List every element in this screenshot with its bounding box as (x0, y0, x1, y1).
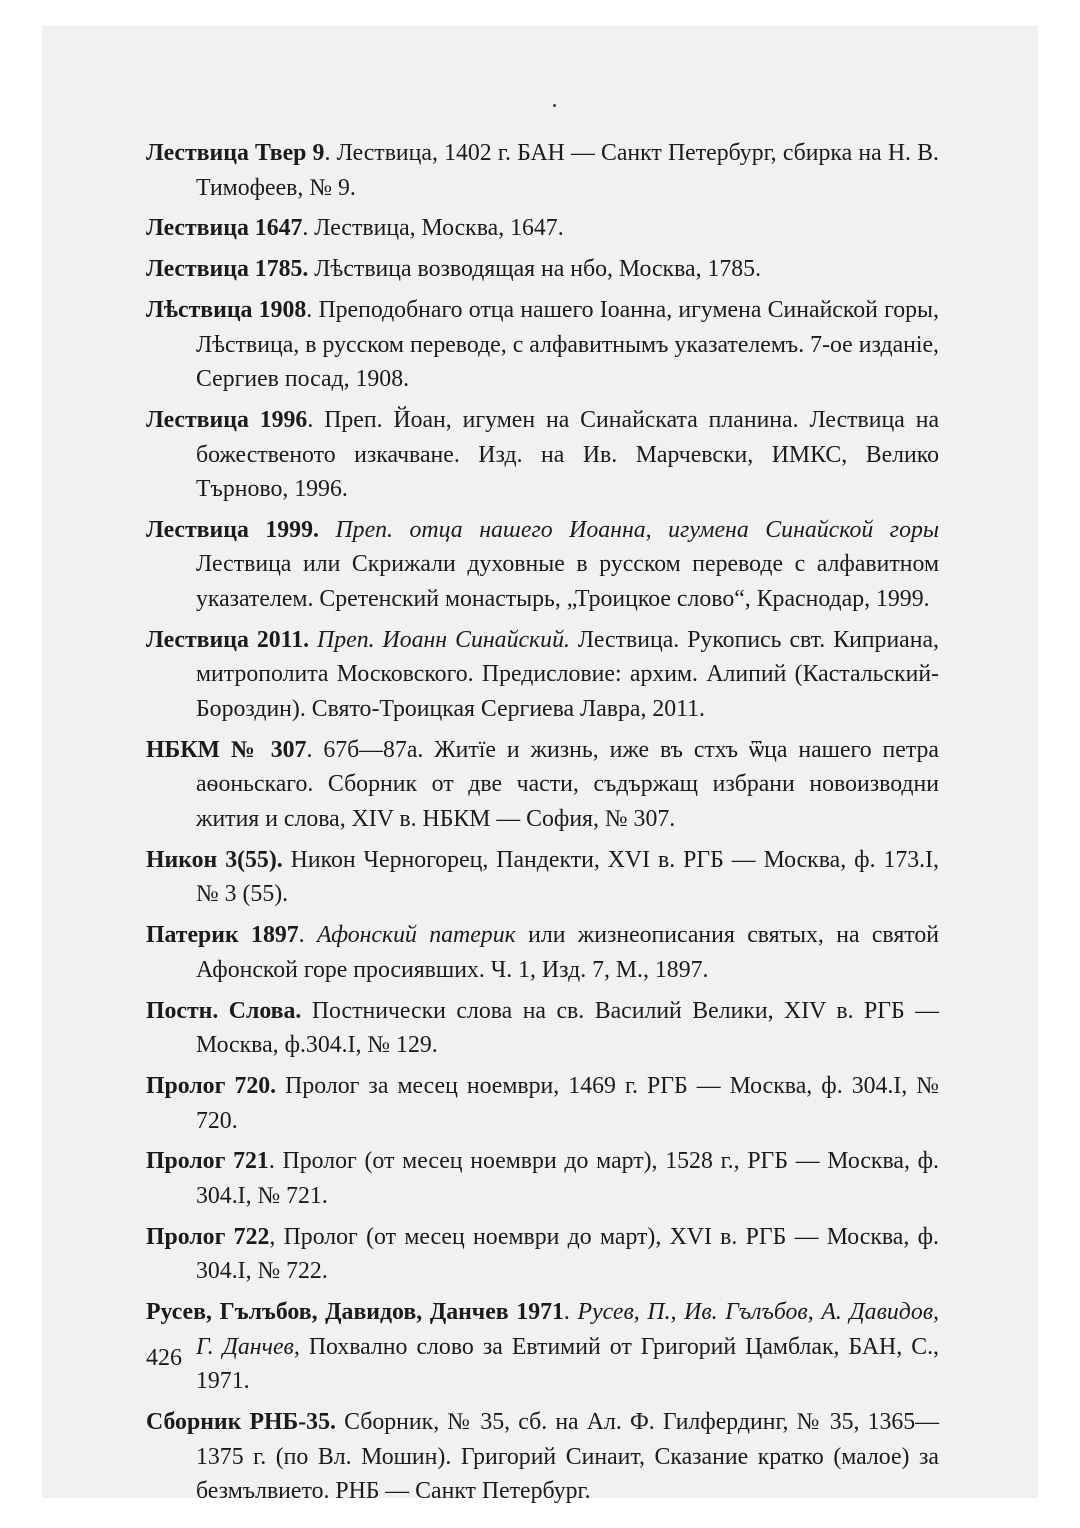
entry-text: . (298, 922, 317, 949)
bibliography-entry (146, 1144, 939, 1213)
entry-text: . Лествица, 1402 г. БАН — Санкт Петербург, сбирка на Н. В. Тимофеев, № 9. (196, 140, 939, 201)
bibliography-entry (146, 1069, 939, 1138)
entry-text-tail: или жизнеописания святых, на святой Афонской горе просиявших. Ч. 1, Изд. 7, М., 1897. (196, 922, 940, 983)
entry-key: Пролог 720. (146, 1072, 277, 1099)
entry-text: . 67б—87а. Житїе и жизнь, иже въ стхъ ѿца нашего петра аѳоньскаго. Сборник от две части, съдържащ избрани новоизводни жития и слова, XIV в. НБКМ — София, № 307. (196, 736, 939, 832)
bibliography-entry (146, 623, 939, 727)
entry-text-tail: Лествица. Рукопись свт. Киприана, митрополита Московского. Предисловие: архим. Алипий (Кастальский-Бороздин). Свято-Троицкая Сергиева Лавра, 2011. (196, 626, 939, 723)
bibliography-list (146, 136, 939, 1515)
entry-italic: Русев, П., Ив. Гълъбов, А. Давидов, Г. Данчев, (196, 1299, 940, 1360)
entry-key: Лѣствица 1908 (146, 296, 307, 323)
bibliography-entry (146, 252, 939, 287)
bibliography-entry (146, 994, 939, 1063)
entry-text: . Преп. Йоан, игумен на Синайската планина. Лествица на божественото изкачване. Изд. на Ив. Марчевски, ИМКС, Велико Търново, 1996. (196, 406, 939, 503)
entry-key: Постн. Слова. (146, 997, 302, 1024)
entry-key: Никон 3(55). (146, 846, 283, 873)
entry-key: Пролог 722 (146, 1223, 270, 1250)
entry-text-tail: Лествица или Скрижали духовные в русском переводе с алфавитном указателем. Сретенский монастырь, „Троицкое слово“, Краснодар, 1999. (196, 551, 939, 613)
bibliography-entry (146, 1220, 939, 1289)
entry-key: Лествица 2011. (146, 626, 310, 653)
bibliography-entry (146, 733, 939, 837)
entry-text: Лѣствица возводящая на нбо, Москва, 1785. (308, 256, 762, 283)
bibliography-entry (146, 211, 939, 246)
entry-key: Патерик 1897 (146, 922, 299, 949)
page-number: 426 (146, 1345, 182, 1371)
entry-key: Лествица 1785. (146, 256, 309, 283)
entry-key: Сборник РНБ-35. (146, 1409, 336, 1435)
entry-text: Никон Черногорец, Пандекти, XVI в. РГБ — Москва, ф. 173.I, № 3 (55). (196, 846, 940, 908)
entry-key: НБКМ № 307 (146, 736, 307, 763)
entry-text: . (563, 1299, 578, 1326)
entry-text: . Лествица, Москва, 1647. (302, 215, 564, 242)
entry-text: . Преподобнаго отца нашего Іоанна, игумена Синайской горы, Лѣствица, в русском переводе, с алфавитнымъ указателемъ. 7-ое изданіе, Сергиев посад, 1908. (196, 296, 939, 393)
entry-text: . Пролог (от месец ноември до март), 1528 г., РГБ — Москва, ф. 304.I, № 721. (196, 1148, 940, 1209)
entry-text: Пролог за месец ноември, 1469 г. РГБ — Москва, ф. 304.I, № 720. (196, 1072, 939, 1134)
entry-text: Сборник, № 35, сб. на Ал. Ф. Гилфердинг, № 35, 1365—1375 г. (по Вл. Мошин). Григорий Синаит, Сказание кратко (малое) за безмълвието. РНБ — Санкт Петербург. (196, 1409, 939, 1505)
entry-key: Лествица 1996 (146, 406, 308, 433)
bibliography-entry (146, 513, 939, 617)
entry-key: Лествица Твер 9 (146, 140, 325, 166)
entry-text: Постнически слова на св. Василий Велики, XIV в. РГБ — Москва, ф.304.I, № 129. (196, 997, 939, 1059)
entry-key: Пролог 721 (146, 1148, 269, 1175)
bibliography-entry (146, 136, 939, 205)
bibliography-entry (146, 1295, 939, 1399)
entry-text (309, 627, 317, 653)
bibliography-entry (146, 918, 939, 987)
bibliography-entry (146, 1405, 939, 1509)
entry-text-tail: Похвално слово за Евтимий от Григорий Цамблак, БАН, С., 1971. (196, 1333, 939, 1395)
entry-italic: Преп. отца нашего Иоанна, игумена Синайской горы (335, 516, 939, 543)
speck-mark (553, 104, 556, 107)
entry-key: Русев, Гълъбов, Давидов, Данчев 1971 (146, 1299, 564, 1326)
bibliography-entry (146, 403, 939, 507)
bibliography-entry (146, 843, 939, 912)
entry-italic: Афонский патерик (316, 922, 516, 949)
entry-key: Лествица 1999. (146, 516, 319, 543)
entry-italic: Преп. Иоанн Синайский. (317, 626, 570, 653)
bibliography-entry (146, 293, 939, 397)
entry-text (319, 517, 336, 543)
entry-key: Лествица 1647 (146, 215, 303, 242)
entry-text: , Пролог (от месец ноември до март), XVI в. РГБ — Москва, ф. 304.I, № 722. (196, 1223, 939, 1285)
